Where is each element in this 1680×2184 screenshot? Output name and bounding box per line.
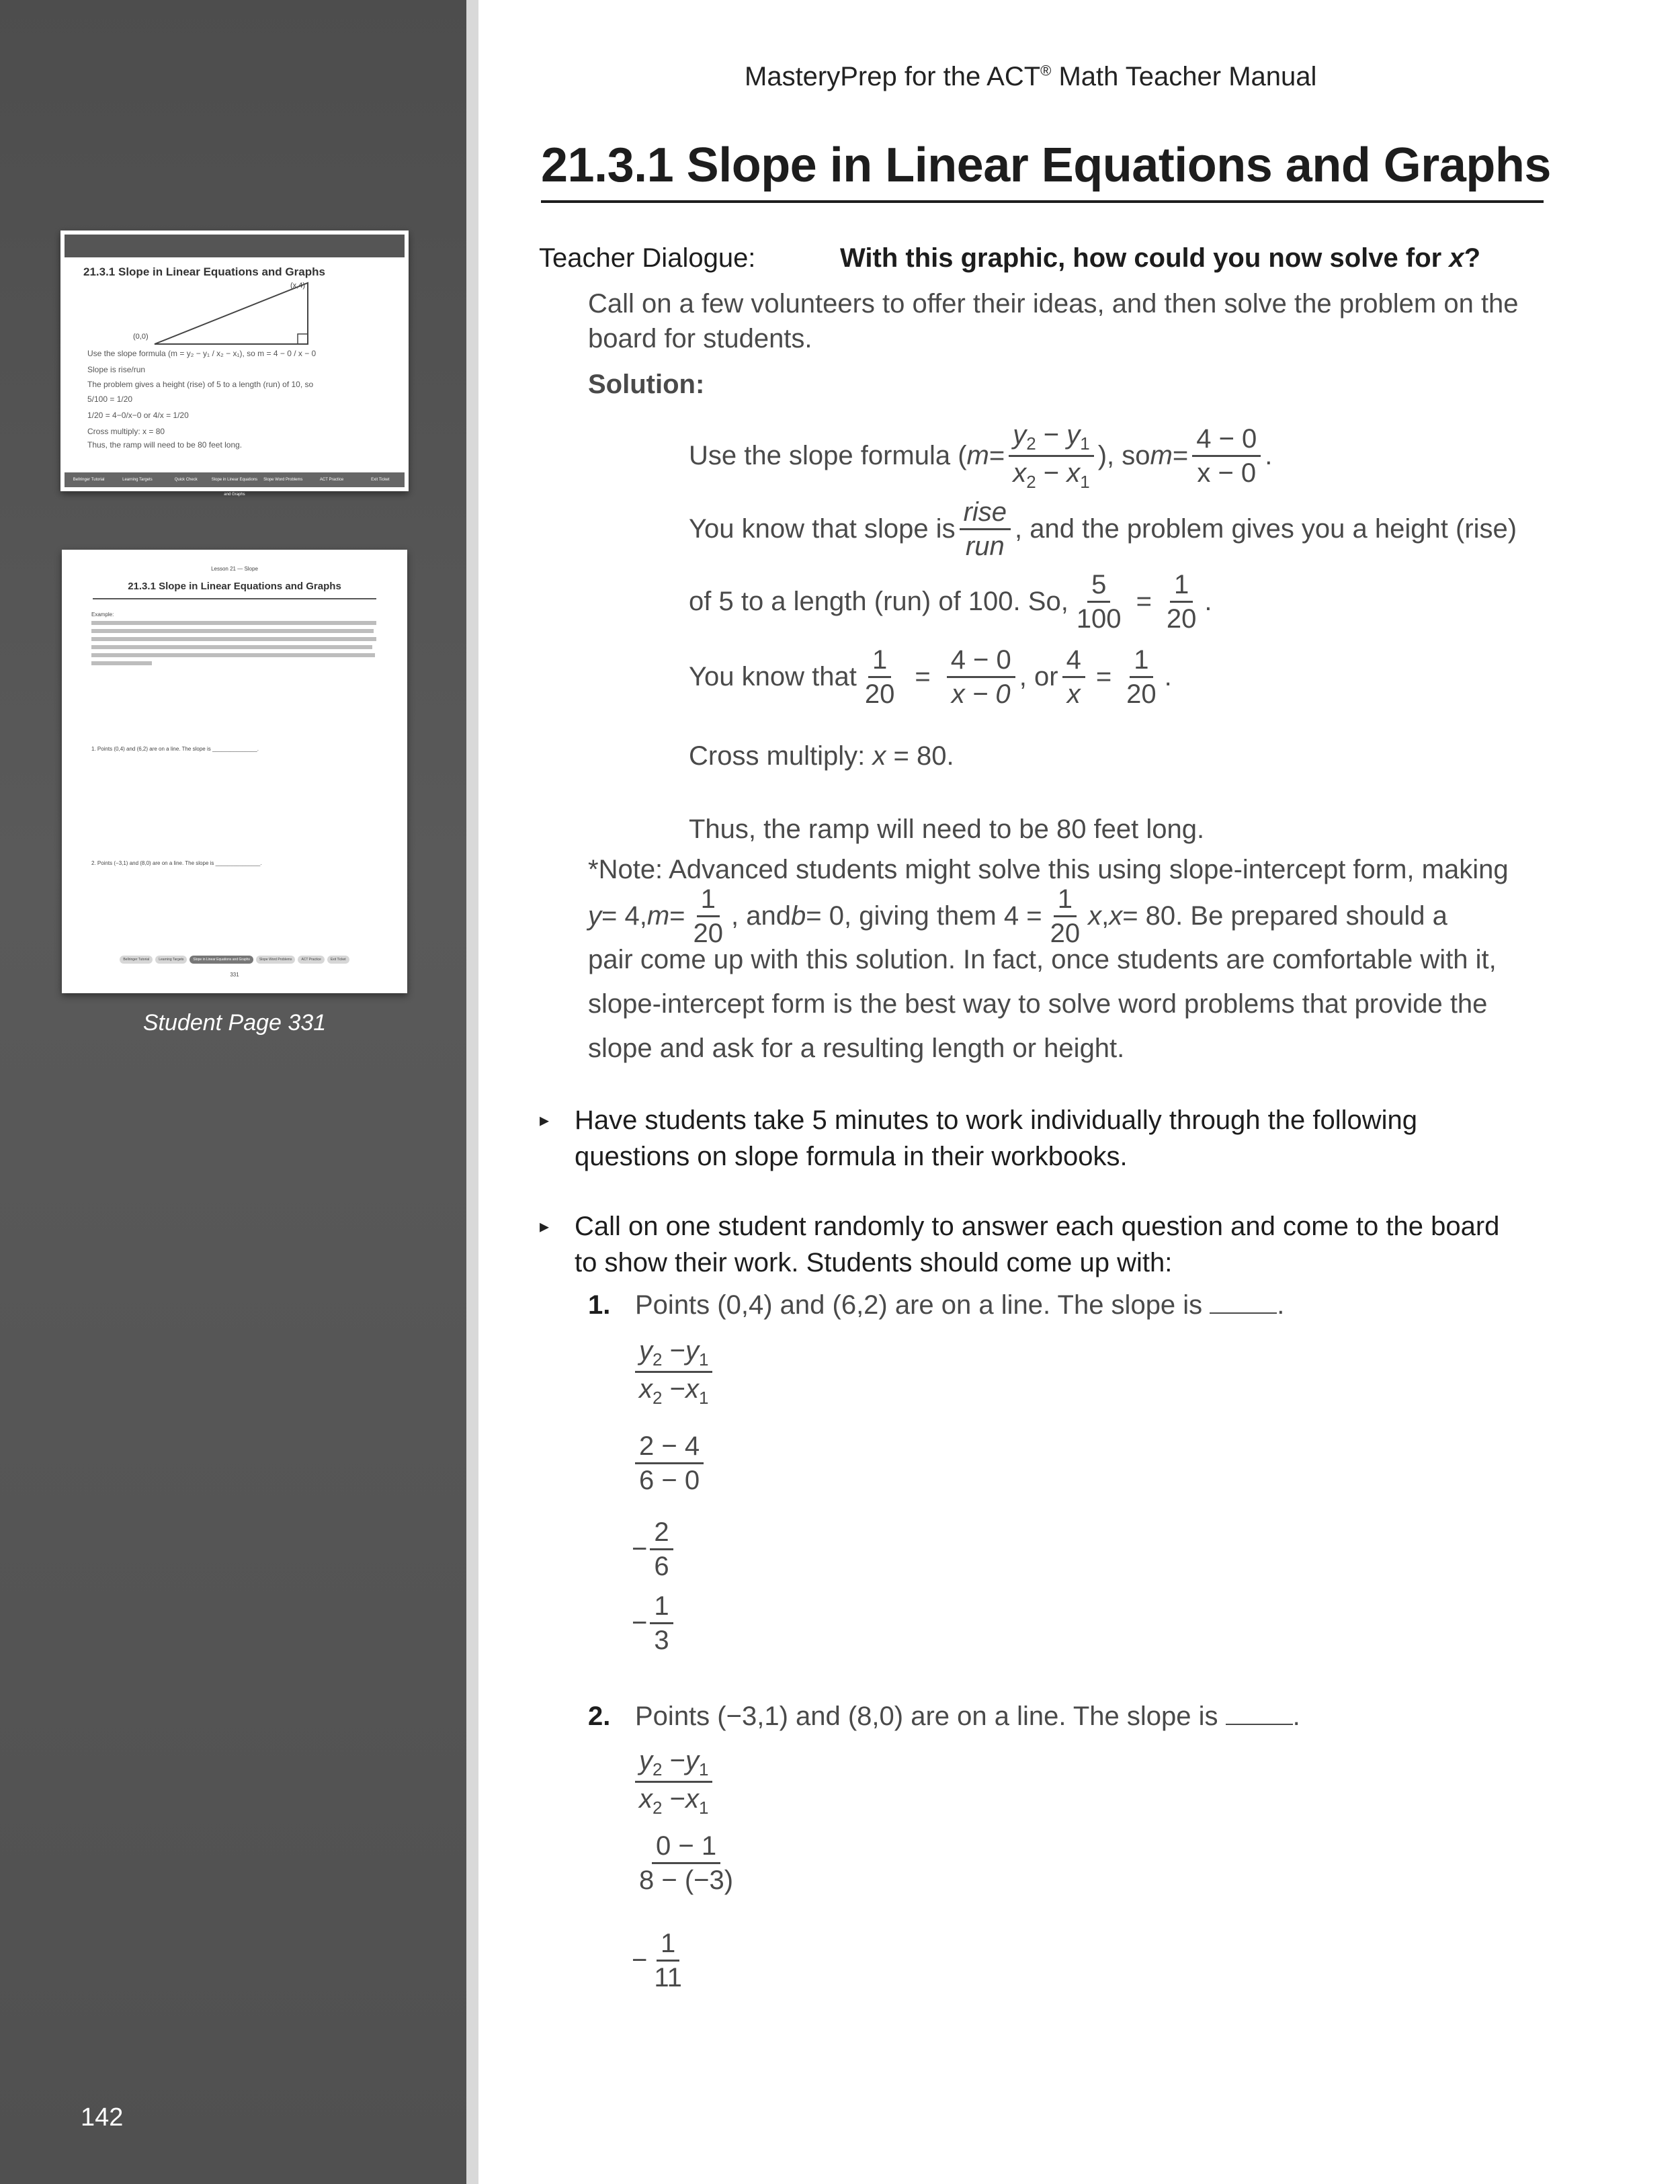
fraction-numerator: 1 [650,1591,673,1624]
student-page-title: 21.3.1 Slope in Linear Equations and Graphs [128,581,341,592]
slide-nav-item: Bellringer Tutorial [73,478,105,482]
solution-text: You know that [689,662,857,691]
slide-line: The problem gives a height (rise) of 5 to a length (run) of 10, so [87,380,314,389]
slide-nav-item: Quick Check [174,478,198,482]
var-y: y [1066,420,1081,450]
fraction-denominator: 3 [654,1626,669,1655]
fraction-denominator [635,1373,712,1408]
subscript: 1 [698,1349,709,1370]
solution-label: Solution: [588,370,705,399]
note-line: slope-intercept form is the best way to solve word problems that provide the [588,989,1488,1019]
fraction-denominator: run [965,532,1005,561]
student-page-example-label: Example: [91,612,114,618]
slide-line: 1/20 = 4−0/x−0 or 4/x = 1/20 [87,411,189,420]
work-step-answer [632,1929,690,1992]
var-y: y [588,901,601,931]
var-x: x [1088,901,1102,931]
bullet-line: questions on slope formula in their workbooks. [575,1142,1128,1171]
fraction [947,645,1015,709]
fraction-denominator: x − 0 [1197,458,1257,488]
minus: − [662,1336,685,1366]
fraction-numerator: 1 [697,884,720,917]
fraction [861,645,899,709]
student-page-caption: Student Page 331 [142,1010,327,1036]
solution-text: Cross multiply: [689,741,873,771]
instruction-line: board for students. [588,324,812,353]
manual-header-name: MasteryPrep for the ACT [745,62,1041,91]
fraction [635,1746,712,1817]
fraction [650,1517,673,1581]
fraction [1073,570,1126,634]
student-page-number: 331 [230,972,239,978]
bullet-text [575,1102,1417,1175]
student-page-nav-item: Learning Targets [155,956,187,964]
work-step-formula [635,1746,716,1817]
student-page-question: 1. Points (0,4) and (6,2) are on a line. The slope is _______________. [91,746,259,752]
var-y: y [685,1746,699,1775]
page-title: 21.3.1 Slope in Linear Equations and Graphs [541,138,1551,192]
note-text: = 80. Be prepared should a [1122,901,1447,931]
fraction-denominator: 20 [1166,604,1197,634]
problem-statement: Points (−3,1) and (8,0) are on a line. The slope is [635,1702,1226,1731]
note-text: , and [731,901,791,931]
var-x: x [685,1783,699,1814]
solution-slope-formula [689,420,1272,491]
note-line: pair come up with this solution. In fact, once students are comfortable with it, [588,945,1497,974]
period: . [1164,662,1172,691]
title-underline [541,200,1544,203]
problem-number: 2. [588,1702,611,1731]
student-page-nav [91,956,378,964]
bullet-icon: ▸ [540,1216,550,1236]
fraction [689,884,728,948]
work-step-simplify [632,1517,677,1581]
student-page-nav-item: Exit Ticket [327,956,349,964]
minus: − [1036,420,1067,450]
fraction-denominator [1009,457,1094,492]
negative-sign: − [632,1608,648,1638]
period: . [1292,1702,1300,1731]
minus: − [662,1783,685,1814]
fraction [1122,645,1161,709]
instruction-line: Call on a few volunteers to offer their ideas, and then solve the problem on the [588,289,1519,319]
slide-line: Slope is rise/run [87,365,146,374]
fraction [650,1929,686,1992]
dialogue-question-end: ? [1464,243,1481,273]
subscript: 2 [653,1349,663,1370]
var-x: x [639,1783,653,1814]
student-page-lesson: Lesson 21 — Slope [211,566,258,572]
fraction-numerator: 1 [868,645,891,678]
dialogue-question-text: With this graphic, how could you now solve for [840,243,1450,273]
bullet-line: to show their work. Students should come up with: [575,1248,1173,1277]
student-page-text-line [91,629,374,633]
problem-number: 1. [588,1290,611,1320]
fraction-denominator: 6 − 0 [639,1466,700,1495]
problem-text [635,1290,1284,1320]
solution-text: Use the slope formula ( [689,440,967,470]
fraction-numerator: 2 [650,1517,673,1550]
negative-sign: − [632,1534,648,1564]
problem-text [635,1702,1300,1732]
fraction [1046,884,1085,948]
period: . [1265,440,1273,470]
var-y: y [639,1336,653,1366]
fraction-denominator [635,1783,712,1818]
student-page-text-line [91,637,376,641]
slide-nav-item: ACT Practice [319,478,344,482]
fraction-denominator: 20 [693,919,724,948]
fraction [1163,570,1201,634]
fraction-numerator: rise [960,497,1011,530]
fraction [635,1336,712,1407]
period: . [1277,1290,1285,1320]
slide-point-origin: (0,0) [133,333,149,341]
answer-blank [1226,1724,1293,1725]
student-page-question: 2. Points (−3,1) and (8,0) are on a line. The slope is _______________. [91,860,262,866]
subscript: 2 [653,1759,663,1779]
var-m: m [646,901,670,931]
work-step-substitute [635,1831,741,1895]
work-step-formula [635,1336,716,1407]
var-y: y [639,1746,653,1775]
fraction-numerator: 0 − 1 [652,1831,720,1864]
note-line: slope and ask for a resulting length or height. [588,1034,1125,1063]
minus: − [662,1374,685,1404]
slide-triangle [155,282,316,346]
var-x: x [872,741,886,771]
slide-nav-item: Learning Targets [122,478,153,482]
fraction [1192,424,1261,488]
subscript: 1 [698,1797,709,1818]
fraction-denominator: x − 0 [951,679,1011,709]
note-line: *Note: Advanced students might solve this using slope-intercept form, making [588,855,1509,884]
subscript: 2 [653,1797,663,1818]
dialogue-question [840,243,1480,274]
slide-line: Thus, the ramp will need to be 80 feet long. [87,440,243,450]
subscript: 1 [698,1387,709,1408]
work-step-answer [632,1591,677,1655]
student-page-text-line [91,653,375,657]
fraction-denominator: 6 [654,1552,669,1581]
equals: = [1136,587,1152,616]
solution-text: of 5 to a length (run) of 100. So, [689,587,1068,616]
fraction-numerator: 1 [1054,884,1077,917]
fraction-denominator: 8 − (−3) [639,1865,734,1895]
note-text: = 0, giving them 4 = [806,901,1042,931]
fraction-numerator: 1 [1170,570,1193,603]
slide-line: 5/100 = 1/20 [87,394,133,404]
fraction-denominator: 11 [654,1963,682,1992]
var-x: x [685,1374,699,1404]
fraction [635,1831,737,1895]
solution-proportion [689,645,1172,709]
bullet-line: Call on one student randomly to answer each question and come to the board [575,1212,1500,1241]
note-text: = 4, [601,901,647,931]
note-text: , [1101,901,1109,931]
equals: = [1172,440,1189,470]
var-m: m [966,440,989,470]
solution-text: , or [1019,662,1058,691]
equals: = [1095,662,1112,691]
subscript: 2 [1026,433,1036,454]
student-page-nav-item: ACT Practice [298,956,324,964]
fraction-numerator: 4 − 0 [947,645,1015,678]
bullet-line: Have students take 5 minutes to work individually through the following [575,1105,1418,1135]
manual-header [745,62,1316,92]
period: . [1204,587,1212,616]
rise-run-fraction [960,497,1011,561]
student-page-text-line [91,661,152,665]
sidebar-edge [466,0,478,2184]
fraction-denominator: 20 [1050,919,1081,948]
solution-rise-run [689,497,1517,561]
slide-line: Cross multiply: x = 80 [87,427,165,436]
negative-sign: − [632,1945,648,1975]
dialogue-label: Teacher Dialogue: [539,243,756,273]
var-x: x [1109,901,1123,931]
slide-line: Use the slope formula (m = y₂ − y₁ / x₂ − x₁), so m = 4 − 0 / x − 0 [87,349,317,358]
solution-height-length [689,570,1212,634]
subscript: 2 [653,1387,663,1408]
fraction-numerator [1009,420,1094,457]
registered-mark: ® [1040,62,1052,79]
fraction-numerator: 1 [657,1929,679,1962]
solution-text: = 80. [886,741,954,771]
fraction [650,1591,673,1655]
answer-blank [1210,1312,1277,1314]
solution-conclusion: Thus, the ramp will need to be 80 feet long. [689,814,1205,844]
bullet-icon: ▸ [540,1109,550,1130]
dialogue-question-var: x [1449,243,1464,273]
solution-text: You know that slope is [689,514,956,544]
slide-point-top: (x,4) [290,282,305,290]
fraction [1062,645,1085,709]
fraction-numerator [635,1746,712,1783]
slide-nav [65,472,405,497]
student-page-nav-item: Slope in Linear Equations and Graphs [190,956,253,964]
subscript: 1 [698,1759,709,1779]
work-step-substitute [635,1431,708,1495]
subscript: 2 [1026,471,1036,492]
fraction-denominator: 20 [1126,679,1157,709]
fraction-denominator: x [1066,679,1081,709]
fraction-numerator [635,1336,712,1373]
var-y: y [685,1336,699,1366]
slide-nav-item: Slope in Linear Equations and Graphs [211,478,258,497]
fraction-numerator: 2 − 4 [635,1431,704,1464]
solution-text: ), so [1097,440,1150,470]
solution-cross-multiply [689,741,954,771]
manual-header-rest: Math Teacher Manual [1051,62,1317,91]
student-page-nav-item: Bellringer Tutorial [120,956,153,964]
slope-formula-fraction [1009,420,1094,491]
note-text: = [669,901,685,931]
student-page-nav-item: Slope Word Problems [256,956,296,964]
subscript: 1 [1080,471,1090,492]
fraction-numerator: 4 [1062,645,1085,678]
equals: = [989,440,1005,470]
var-x: x [1066,458,1081,488]
fraction-numerator: 5 [1087,570,1110,603]
bullet-text [575,1208,1499,1281]
slide-nav-item: Exit Ticket [371,478,390,482]
var-x: x [639,1374,653,1404]
minus: − [1036,458,1067,488]
note-equation-line [588,884,1447,948]
solution-text: , and the problem gives you a height (rise) [1015,514,1517,544]
student-page-text-line [91,645,372,649]
subscript: 1 [1080,433,1090,454]
var-x: x [1013,458,1027,488]
minus: − [662,1746,685,1775]
fraction-denominator: 20 [864,679,895,709]
equals: = [915,662,931,691]
page-number: 142 [81,2103,124,2132]
student-page-text-line [91,621,376,625]
slide-thumbnail [60,230,409,497]
fraction-denominator: 100 [1076,604,1122,634]
var-y: y [1013,420,1027,450]
slide-nav-item: Slope Word Problems [263,478,303,482]
fraction-numerator: 4 − 0 [1192,424,1261,457]
student-page-rule [93,598,376,599]
fraction [635,1431,704,1495]
student-page-thumbnail [62,550,407,993]
var-m: m [1150,440,1173,470]
fraction-numerator: 1 [1130,645,1152,678]
var-b: b [791,901,806,931]
slide-header-bar [65,235,405,257]
slide-title: 21.3.1 Slope in Linear Equations and Graphs [83,265,325,278]
problem-statement: Points (0,4) and (6,2) are on a line. The slope is [635,1290,1210,1320]
